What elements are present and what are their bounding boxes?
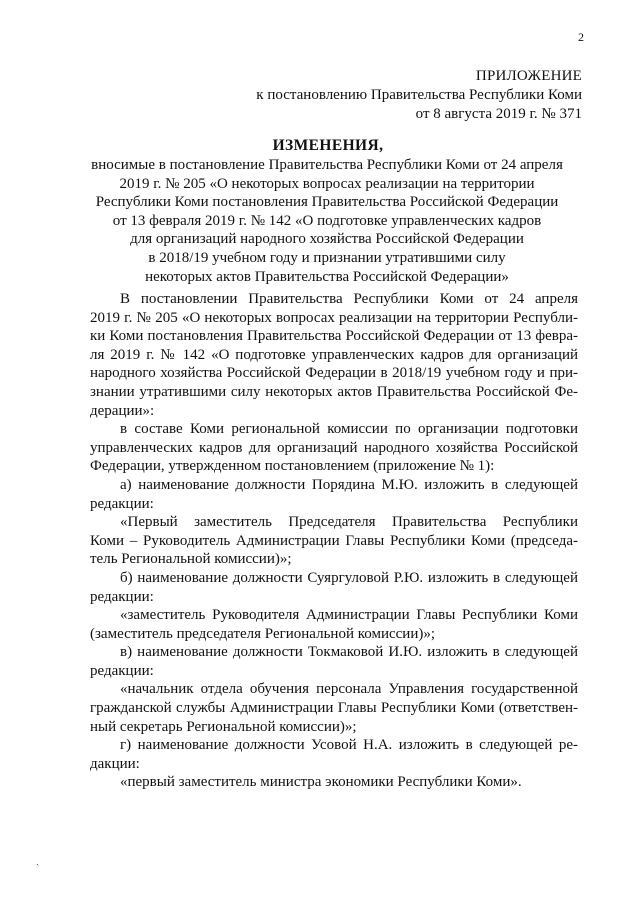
body-line: (заместитель председателя Региональной комиссии)»; bbox=[90, 625, 436, 642]
body-line: а) наименование должности Порядина М.Ю. изложить в следующей bbox=[120, 476, 578, 493]
subtitle-line: Республики Коми постановления Правительства Российской Федерации bbox=[95, 194, 559, 211]
subtitle-line: в 2018/19 учебном году и признании утратившими силу bbox=[148, 249, 506, 266]
subtitle-line: 2019 г. № 205 «О некоторых вопросах реализации на территории bbox=[119, 175, 535, 192]
body-line: редакции: bbox=[90, 495, 154, 512]
document-heading bbox=[0, 136, 640, 286]
changes-title: ИЗМЕНЕНИЯ, bbox=[272, 137, 384, 154]
body-line: ки Коми постановления Правительства Российской Федерации от 13 февра- bbox=[90, 328, 578, 345]
appendix-decree-line: к постановлению Правительства Республики Коми bbox=[256, 87, 582, 103]
body-line: 2019 г. № 205 «О некоторых вопросах реализации на территории Республи- bbox=[90, 309, 578, 326]
body-line: редакции: bbox=[90, 662, 154, 679]
body-line: дакции: bbox=[90, 755, 140, 772]
scan-mark: ˏ bbox=[36, 855, 40, 866]
subtitle-line: от 13 февраля 2019 г. № 142 «О подготовке управленческих кадров bbox=[112, 212, 542, 229]
body-line: гражданской службы Администрации Главы Республики Коми (ответствен- bbox=[90, 700, 578, 717]
appendix-date-line: от 8 августа 2019 г. № 371 bbox=[415, 106, 582, 122]
changes-subtitle bbox=[14, 156, 640, 286]
body-line: народного хозяйства Российской Федерации в 2018/19 учебном году и при- bbox=[90, 365, 578, 382]
body-line: в) наименование должности Токмаковой И.Ю. изложить в следующей bbox=[120, 644, 578, 661]
body-line: ный секретарь Региональной комиссии)»; bbox=[90, 718, 357, 735]
body-line: редакции: bbox=[90, 588, 154, 605]
body-line: Федерации, утвержденном постановлением (приложение № 1): bbox=[90, 458, 495, 475]
body-line: Коми – Руководитель Администрации Главы Республики Коми (председа- bbox=[90, 532, 578, 549]
body-line: «Первый заместитель Председателя Правительства Республики bbox=[120, 514, 578, 531]
body-line: г) наименование должности Усовой Н.А. изложить в следующей ре- bbox=[120, 737, 578, 754]
page-number: 2 bbox=[578, 30, 584, 44]
appendix-block bbox=[256, 67, 582, 124]
body-line: тель Региональной комиссии)»; bbox=[90, 551, 292, 568]
document-body bbox=[90, 290, 578, 792]
body-line: управленческих кадров для организаций народного хозяйства Российской bbox=[90, 439, 578, 456]
body-line: «начальник отдела обучения персонала Управления государственной bbox=[120, 681, 578, 698]
body-line: дерации»: bbox=[90, 402, 155, 419]
appendix-title: ПРИЛОЖЕНИЕ bbox=[475, 68, 582, 84]
body-line: в составе Коми региональной комиссии по организации подготовки bbox=[120, 421, 578, 438]
body-line: б) наименование должности Суяргуловой Р.Ю. изложить в следующей bbox=[120, 569, 578, 586]
body-line: ля 2019 г. № 142 «О подготовке управленческих кадров для организаций bbox=[90, 346, 578, 363]
body-line: знании утратившими силу некоторых актов Правительства Российской Фе- bbox=[90, 383, 578, 400]
body-line: «первый заместитель министра экономики Республики Коми». bbox=[120, 774, 522, 791]
subtitle-line: некоторых актов Правительства Российской Федерации» bbox=[145, 268, 509, 285]
body-line: «заместитель Руководителя Администрации Главы Республики Коми bbox=[120, 607, 578, 624]
subtitle-line: вносимые в постановление Правительства Республики Коми от 24 апреля bbox=[91, 157, 563, 173]
subtitle-line: для организаций народного хозяйства Российской Федерации bbox=[130, 231, 524, 248]
body-line: В постановлении Правительства Республики Коми от 24 апреля bbox=[120, 291, 578, 307]
